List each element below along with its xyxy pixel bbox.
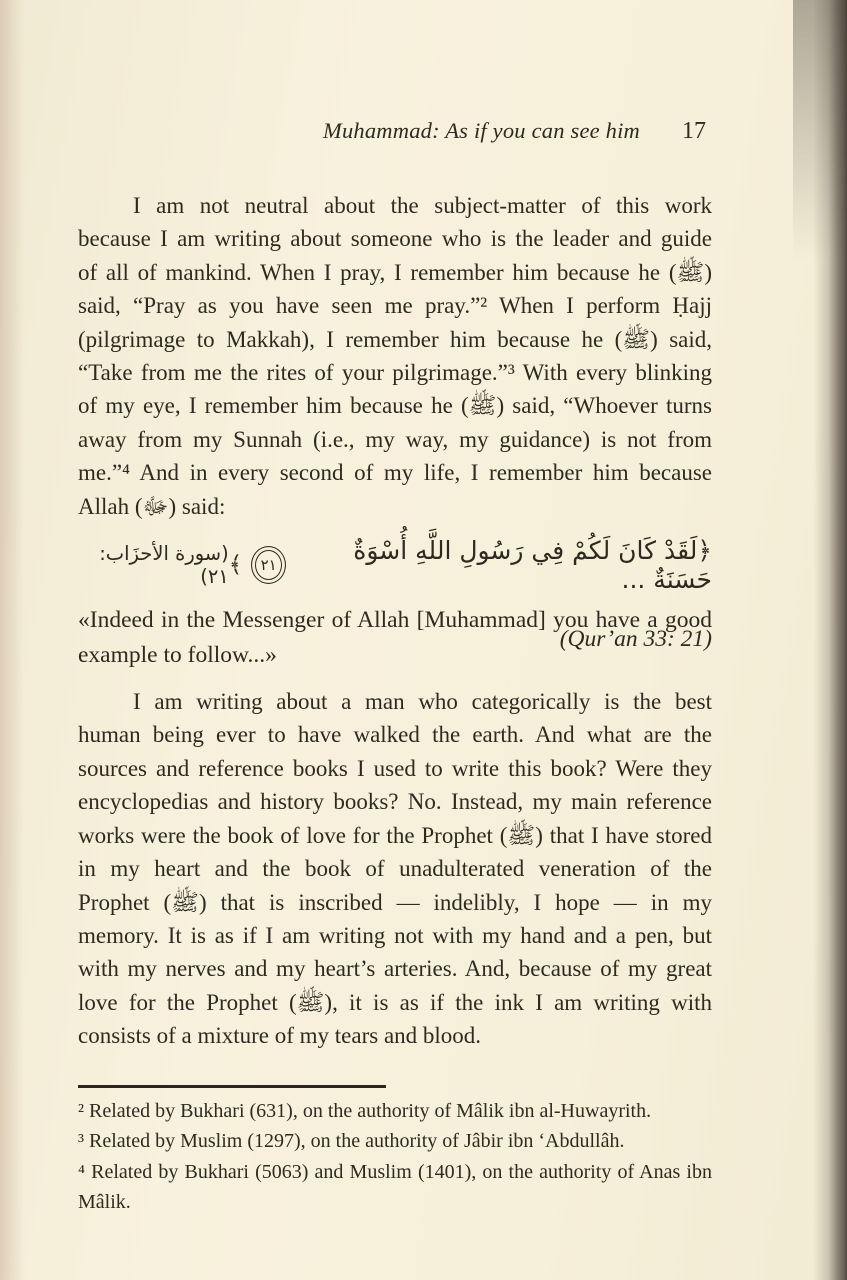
text-line: me.”⁴ And in every second of my life, I remember him because	[78, 460, 712, 486]
page-left-edge-shadow	[0, 0, 24, 1280]
footnote-separator-rule	[78, 1085, 386, 1088]
paragraph-2	[78, 685, 712, 1052]
running-header	[78, 118, 712, 145]
text-line: ² Related by Bukhari (631), on the authority of Mâlik ibn al-Huwayrith.	[78, 1099, 652, 1122]
text-line: sources and reference books I used to write this book? Were they	[78, 755, 712, 781]
text-line: consists of a mixture of my tears and blood.	[78, 1023, 482, 1049]
page-number: 17	[682, 118, 706, 144]
text-line: works were the book of love for the Prophet (ﷺ) that I have stored	[78, 822, 712, 848]
text-line: human being ever to have walked the earth. And what are the	[78, 722, 712, 748]
text-line: Allah (ﷻ) said:	[78, 493, 226, 519]
text-line: love for the Prophet (ﷺ), it is as if the ink I am writing with	[78, 989, 712, 1015]
text-line: of all of mankind. When I pray, I remember him because he (ﷺ)	[78, 259, 712, 285]
text-line: ³ Related by Muslim (1297), on the authority of Jâbir ibn ‘Abdullâh.	[78, 1130, 625, 1153]
verse-translation	[78, 603, 712, 673]
text-line: with my nerves and my heart’s arteries. And, because of my great	[78, 956, 712, 982]
text-line: said, “Pray as you have seen me pray.”² When I perform Ḥajj	[78, 293, 712, 319]
paragraph-1	[78, 189, 712, 523]
text-line: of my eye, I remember him because he (ﷺ) said, “Whoever turns	[78, 393, 712, 419]
translation-line-2-text: example to follow...»	[78, 642, 277, 669]
translation-line-1: «Indeed in the Messenger of Allah [Muhammad] you have a good	[78, 607, 712, 634]
quran-verse-row	[78, 533, 712, 597]
top-right-corner-shade	[793, 0, 847, 260]
translation-line-2	[78, 626, 712, 673]
text-line: encyclopedias and history books? No. Instead, my main reference	[78, 789, 712, 815]
text-line: ⁴ Related by Bukhari (5063) and Muslim (1401), on the authority of Anas ibn	[78, 1160, 712, 1183]
text-line: because I am writing about someone who is the leader and guide	[78, 226, 712, 252]
arabic-verse	[229, 536, 712, 594]
ayah-number-circle: ٢١	[251, 546, 286, 584]
ornate-bracket-icon: ﴾	[228, 552, 243, 579]
text-line: I am writing about a man who categorically is the best	[133, 689, 712, 715]
text-line: “Take from me the rites of your pilgrimage.”³ With every blinking	[78, 360, 712, 386]
surah-reference: (سورة الأحزَاب: ٢١)	[99, 542, 229, 589]
text-line: away from my Sunnah (i.e., my way, my guidance) is not from	[78, 426, 712, 452]
text-line: Prophet (ﷺ) that is inscribed — indelibly, I hope — in my	[78, 889, 712, 915]
text-line: memory. It is as if I am writing not with my hand and a pen, but	[78, 922, 712, 948]
page-content	[78, 0, 712, 1218]
text-line: Mâlik.	[78, 1191, 131, 1214]
text-line: in my heart and the book of unadulterated veneration of the	[78, 856, 712, 882]
quran-citation: (Qur’an 33: 21)	[559, 626, 712, 653]
arabic-verse-text: ﴿لَقَدْ كَانَ لَكُمْ فِي رَسُولِ اللَّهِ أُسْوَةٌ حَسَنَةٌ ...	[353, 536, 712, 595]
text-line: (pilgrimage to Makkah), I remember him because he (ﷺ) said,	[78, 326, 712, 352]
running-header-title: Muhammad: As if you can see him	[323, 118, 640, 143]
text-line: I am not neutral about the subject-matter of this work	[133, 193, 712, 218]
footnotes	[78, 1096, 712, 1218]
